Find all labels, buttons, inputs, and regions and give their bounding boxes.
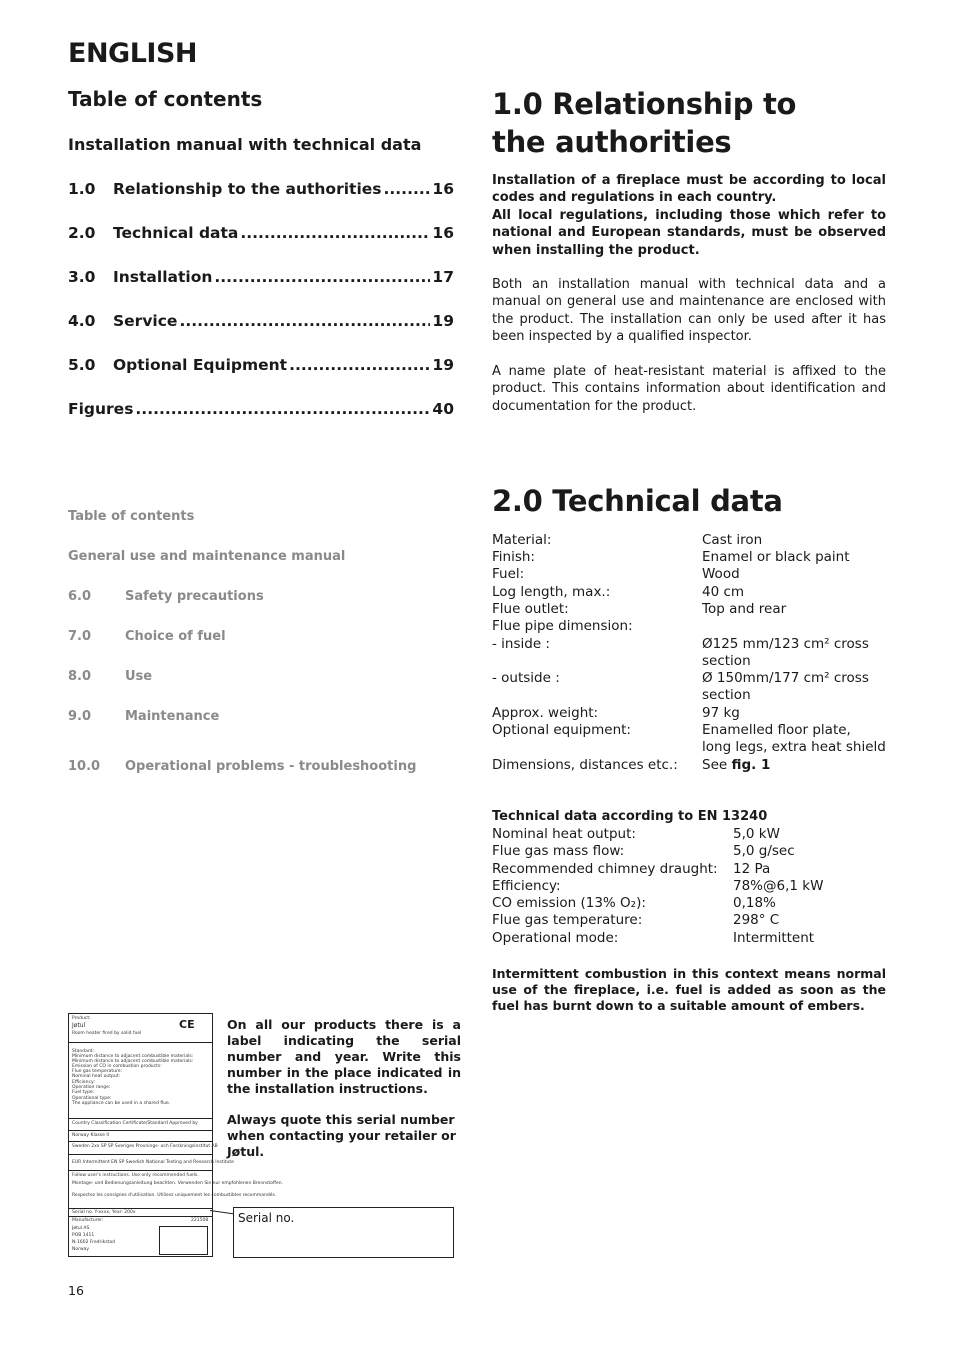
spec-value: Enamel or black paint xyxy=(702,549,850,565)
en-row xyxy=(492,878,824,895)
plate-line: Nominal heat output: xyxy=(72,1074,120,1079)
plate-warning: Respectez les consignes d'utilisation. Utilisez uniquement les combustibles recommandés. xyxy=(72,1193,277,1198)
toc2-label: Maintenance xyxy=(125,709,220,724)
en-row xyxy=(492,895,776,912)
spec-value: See xyxy=(702,757,732,773)
language-heading: ENGLISH xyxy=(68,38,197,69)
plate-line: Minimum distance to adjacent combustible materials: xyxy=(72,1059,194,1064)
spec-label: Finish: xyxy=(492,549,535,565)
toc-leader xyxy=(289,356,430,374)
toc-page: 16 xyxy=(432,224,454,242)
intermittent-note: Intermittent combustion in this context means normal use of the fireplace, i.e. fuel is added as soon as the fuel has burnt down to a suitable amount of embers. xyxy=(492,966,886,1013)
plate-product-label: Product: xyxy=(72,1016,91,1021)
plate-line: Flue gas temperature: xyxy=(72,1069,123,1074)
toc-page: 16 xyxy=(432,180,454,198)
section-1-paragraph-3: Both an installation manual with technical data and a manual on general use and maintenance are enclosed with the product. The installation can only be used after it has been inspected by a qualified inspector. xyxy=(492,277,886,345)
en-label: CO emission (13% O₂): xyxy=(492,895,646,911)
plate-code: 221508 xyxy=(191,1218,209,1223)
spec-row xyxy=(492,705,740,722)
plate-description: Room heater fired by solid fuel xyxy=(72,1031,142,1036)
toc-leader xyxy=(240,224,430,242)
serial-paragraph-1: On all our products there is a label indicating the serial number and year. Write this number in the place indicated in the installation instructions. xyxy=(227,1017,461,1096)
toc-number: 2.0 xyxy=(68,224,96,242)
toc-number: 1.0 xyxy=(68,180,96,198)
spec-label: Material: xyxy=(492,532,552,548)
toc-label: Figures xyxy=(68,400,134,418)
toc-number: 4.0 xyxy=(68,312,96,330)
toc2-label: Choice of fuel xyxy=(125,629,226,644)
spec-label: Dimensions, distances etc.: xyxy=(492,757,678,773)
toc-leader xyxy=(135,400,430,418)
toc2-item[interactable] xyxy=(68,759,416,774)
plate-address: Norway xyxy=(72,1247,90,1252)
toc2-item[interactable] xyxy=(68,709,219,724)
en-row xyxy=(492,843,795,860)
toc-page: 19 xyxy=(432,356,454,374)
toc-label: Relationship to the authorities xyxy=(113,180,382,198)
plate-line: Efficiency: xyxy=(72,1080,95,1085)
en-label: Efficiency: xyxy=(492,878,561,894)
toc-item-figures[interactable] xyxy=(68,400,454,418)
spec-value: Wood xyxy=(702,566,740,582)
en-label: Flue gas mass flow: xyxy=(492,843,625,859)
plate-qr-box xyxy=(159,1226,208,1255)
spec-row xyxy=(492,722,851,739)
toc-label: Installation xyxy=(113,268,213,286)
plate-row: Norway Klasse II xyxy=(72,1133,110,1138)
serial-pointer-line xyxy=(210,1210,234,1214)
spec-row xyxy=(492,670,869,687)
plate-manufacturer-label: Manufacturer: xyxy=(72,1218,104,1223)
en-label: Nominal heat output: xyxy=(492,826,636,842)
toc2-title: Table of contents xyxy=(68,509,195,524)
toc-number: 3.0 xyxy=(68,268,96,286)
spec-value: Ø 150mm/177 cm² cross xyxy=(702,670,869,686)
spec-value: section xyxy=(702,687,751,703)
en-value: 298° C xyxy=(733,912,780,928)
toc2-item[interactable] xyxy=(68,629,226,644)
plate-row: Sweden 2xx SP SP Sveriges Provnings- och Forskningsinstitut AB xyxy=(72,1144,218,1149)
en-value: 12 Pa xyxy=(733,861,771,877)
en-value: 5,0 g/sec xyxy=(733,843,795,859)
section-1-bold-paragraph-1: Installation of a fireplace must be according to local codes and regulations in each country. xyxy=(492,173,886,206)
spec-row xyxy=(492,601,787,618)
spec-label: - inside : xyxy=(492,636,550,652)
toc2-number: 7.0 xyxy=(68,629,92,644)
toc-label: Service xyxy=(113,312,178,330)
spec-label: - outside : xyxy=(492,670,560,686)
spec-row xyxy=(492,584,745,601)
en-row xyxy=(492,912,780,929)
spec-row-dimensions xyxy=(492,757,771,774)
page-number: 16 xyxy=(68,1283,84,1298)
serial-number-box xyxy=(233,1207,454,1258)
spec-label: Approx. weight: xyxy=(492,705,599,721)
plate-address: Jøtul AS xyxy=(72,1226,90,1231)
spec-value: Cast iron xyxy=(702,532,763,548)
plate-line: Operation range: xyxy=(72,1085,111,1090)
plate-warning: Montage- und Bedienungsanleitung beachten. Verwenden Sie nur empfohlenen Brennstoffen. xyxy=(72,1181,284,1186)
toc2-label: Safety precautions xyxy=(125,589,264,604)
ce-mark-icon: CE xyxy=(179,1018,195,1031)
toc-page: 40 xyxy=(432,400,454,418)
spec-row xyxy=(492,566,740,583)
plate-line: The appliance can be used in a shared flue. xyxy=(72,1101,171,1106)
plate-address: N-1602 Fredrikstad xyxy=(72,1240,115,1245)
toc-page: 17 xyxy=(432,268,454,286)
plate-row: EUR Intermittent EN SP Swedish National Testing and Research Institute xyxy=(72,1160,234,1165)
plate-line: Standard: xyxy=(72,1049,94,1054)
toc2-number: 8.0 xyxy=(68,669,92,684)
en-label: Recommended chimney draught: xyxy=(492,861,718,877)
en-value: 5,0 kW xyxy=(733,826,780,842)
toc2-number: 10.0 xyxy=(68,759,101,774)
spec-value: 97 kg xyxy=(702,705,740,721)
toc2-subtitle: General use and maintenance manual xyxy=(68,549,346,564)
section-1-title: 1.0 Relationship to the authorities xyxy=(492,87,797,159)
en-row xyxy=(492,861,771,878)
toc-item-optional-equipment[interactable] xyxy=(68,356,454,374)
toc-number: 5.0 xyxy=(68,356,96,374)
en-label: Flue gas temperature: xyxy=(492,912,643,928)
toc-subtitle: Installation manual with technical data xyxy=(68,135,422,154)
spec-value: Ø125 mm/123 cm² cross xyxy=(702,636,869,652)
spec-label: Log length, max.: xyxy=(492,584,611,600)
spec-label: Flue outlet: xyxy=(492,601,569,617)
en-label: Operational mode: xyxy=(492,930,619,946)
toc-item-technical-data[interactable] xyxy=(68,224,454,242)
spec-row xyxy=(492,532,763,549)
plate-address: POB 1411 xyxy=(72,1233,95,1238)
toc-page: 19 xyxy=(432,312,454,330)
plate-table-head: Country Classification Certificate/Standard Approved by xyxy=(72,1121,198,1126)
toc-leader xyxy=(179,312,430,330)
toc-label: Technical data xyxy=(113,224,239,242)
en-value: 78%@6,1 kW xyxy=(733,878,824,894)
toc-label: Optional Equipment xyxy=(113,356,288,374)
en-row xyxy=(492,930,815,947)
toc2-label: Use xyxy=(125,669,153,684)
toc-leader xyxy=(214,268,430,286)
toc2-label: Operational problems - troubleshooting xyxy=(125,759,417,774)
toc2-number: 6.0 xyxy=(68,589,92,604)
plate-warning: Follow user's instructions. Use only recommended fuels. xyxy=(72,1173,199,1178)
toc-title: Table of contents xyxy=(68,87,263,111)
plate-line: Operational type: xyxy=(72,1096,112,1101)
serial-paragraph-2: Always quote this serial number when contacting your retailer or Jøtul. xyxy=(227,1112,456,1159)
spec-value: 40 cm xyxy=(702,584,745,600)
section-1-bold-paragraph-2: All local regulations, including those which refer to national and European standards, must be observed when installing the product. xyxy=(492,208,886,258)
toc-item-installation[interactable] xyxy=(68,268,454,286)
spec-row xyxy=(492,549,850,566)
toc2-item[interactable] xyxy=(68,589,264,604)
spec-row xyxy=(492,618,633,635)
spec-value: Top and rear xyxy=(702,601,787,617)
plate-serial-line: Serial no. Y-xxxx, Year: 200x xyxy=(72,1210,136,1215)
toc2-item[interactable] xyxy=(68,669,152,684)
spec-row xyxy=(492,636,869,653)
section-1-paragraph-4: A name plate of heat-resistant material is affixed to the product. This contains information about identification and documentation for the product. xyxy=(492,364,886,414)
spec-value: long legs, extra heat shield xyxy=(702,739,886,755)
en-row xyxy=(492,826,780,843)
spec-value: Enamelled floor plate, xyxy=(702,722,851,738)
spec-value: section xyxy=(702,653,751,669)
spec-label: Fuel: xyxy=(492,566,525,582)
serial-box-label: Serial no. xyxy=(238,1211,295,1225)
section-2-title: 2.0 Technical data xyxy=(492,484,783,518)
spec-label: Flue pipe dimension: xyxy=(492,618,633,634)
en-value: Intermittent xyxy=(733,930,815,946)
name-plate-illustration xyxy=(68,1013,284,1257)
plate-line: Fuel type: xyxy=(72,1090,95,1095)
spec-label: Optional equipment: xyxy=(492,722,631,738)
plate-line: Minimum distance to adjacent combustible materials: xyxy=(72,1054,194,1059)
toc-leader xyxy=(384,180,431,198)
en-value: 0,18% xyxy=(733,895,776,911)
plate-line: Emission of CO in combustion products: xyxy=(72,1064,162,1069)
plate-brand: Jøtul xyxy=(72,1022,86,1029)
toc-item-authorities[interactable] xyxy=(68,180,454,198)
en-standard-title: Technical data according to EN 13240 xyxy=(492,809,768,824)
figure-reference-link[interactable]: fig. 1 xyxy=(731,757,771,773)
toc-item-service[interactable] xyxy=(68,312,454,330)
toc2-number: 9.0 xyxy=(68,709,92,724)
